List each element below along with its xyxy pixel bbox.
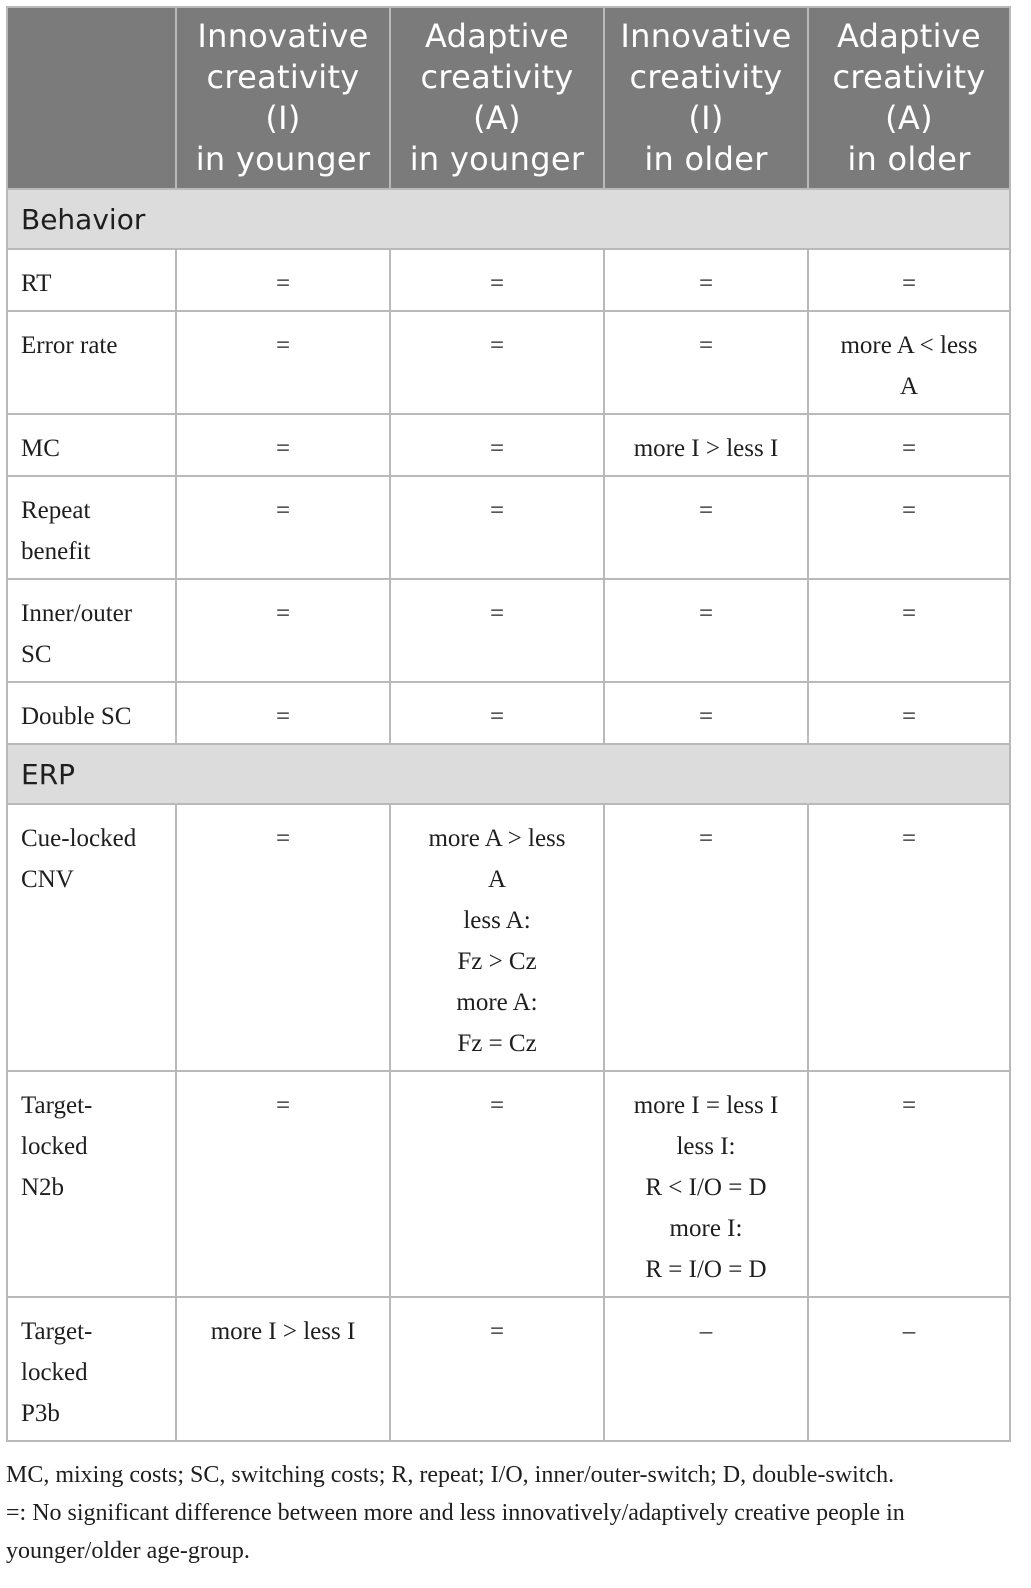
table-row-rt <box>7 249 1010 311</box>
row-label-target-locked-n2b <box>7 1071 176 1297</box>
section-row-erp <box>7 744 1010 804</box>
cell-line: Cue-locked <box>21 825 137 852</box>
cell-line: = <box>489 1318 505 1345</box>
cell-repeat-benefit-adaptive-older <box>808 476 1010 579</box>
cell-cnv-adaptive-older <box>808 804 1010 1071</box>
table-row-error-rate <box>7 311 1010 414</box>
cell-line: = <box>901 703 917 730</box>
cell-inner-outer-sc-adaptive-younger <box>390 579 604 682</box>
cell-line: creativity <box>206 58 360 96</box>
cell-n2b-innovative-younger <box>176 1071 390 1297</box>
row-label-cue-locked-cnv <box>7 804 176 1071</box>
cell-line: Inner/outer <box>21 600 133 627</box>
cell-inner-outer-sc-adaptive-older <box>808 579 1010 682</box>
cell-rt-adaptive-older <box>808 249 1010 311</box>
row-label-repeat-benefit <box>7 476 176 579</box>
cell-line: more A < less <box>840 332 978 359</box>
cell-line: = <box>489 1092 505 1119</box>
cell-line: = <box>275 703 291 730</box>
cell-line: more I: <box>669 1215 743 1242</box>
cell-line: CNV <box>21 866 74 893</box>
cell-line: = <box>698 270 714 297</box>
cell-error-rate-innovative-older <box>604 311 808 414</box>
header-innovative-younger <box>176 7 390 189</box>
results-table-figure <box>6 6 1009 1570</box>
cell-line: in older <box>644 140 768 178</box>
cell-double-sc-adaptive-older <box>808 682 1010 744</box>
header-row <box>7 7 1010 189</box>
table-row-target-locked-n2b <box>7 1071 1010 1297</box>
row-label-inner-outer-sc <box>7 579 176 682</box>
cell-line: = <box>275 825 291 852</box>
cell-line: R = I/O = D <box>645 1256 767 1283</box>
footnote-line-2: =: No significant difference between more and less innovatively/adaptively creative people in <box>6 1500 905 1526</box>
cell-line: = <box>901 1092 917 1119</box>
cell-line: more A: <box>456 989 538 1016</box>
cell-line: creativity <box>832 58 986 96</box>
cell-line: N2b <box>21 1174 65 1201</box>
cell-n2b-adaptive-younger <box>390 1071 604 1297</box>
row-label-rt <box>7 249 176 311</box>
cell-line: = <box>275 270 291 297</box>
section-label-behavior: Behavior <box>7 189 1010 249</box>
cell-line: = <box>489 600 505 627</box>
cell-line: = <box>489 332 505 359</box>
cell-line: more I > less I <box>210 1318 356 1345</box>
cell-repeat-benefit-adaptive-younger <box>390 476 604 579</box>
cell-line: = <box>489 497 505 524</box>
cell-line: in older <box>847 140 971 178</box>
cell-rt-adaptive-younger <box>390 249 604 311</box>
cell-double-sc-adaptive-younger <box>390 682 604 744</box>
cell-line: locked <box>21 1133 88 1160</box>
cell-line: (A) <box>473 99 521 137</box>
cell-line: benefit <box>21 538 91 565</box>
footnote-line-1: MC, mixing costs; SC, switching costs; R, repeat; I/O, inner/outer-switch; D, double-switch. <box>6 1462 895 1488</box>
cell-line: Fz > Cz <box>457 948 537 975</box>
cell-cnv-innovative-younger <box>176 804 390 1071</box>
cell-line: = <box>901 435 917 462</box>
cell-mc-adaptive-younger <box>390 414 604 476</box>
cell-line: = <box>698 703 714 730</box>
cell-line: = <box>698 825 714 852</box>
table-row-target-locked-p3b <box>7 1297 1010 1441</box>
cell-line: locked <box>21 1359 88 1386</box>
cell-line: – <box>902 1318 916 1345</box>
cell-line: = <box>275 332 291 359</box>
cell-line: creativity <box>629 58 783 96</box>
cell-line: (A) <box>885 99 933 137</box>
cell-error-rate-adaptive-older <box>808 311 1010 414</box>
cell-line: less A: <box>463 907 531 934</box>
cell-line: in younger <box>409 140 585 178</box>
cell-line: MC <box>21 435 60 462</box>
cell-double-sc-innovative-older <box>604 682 808 744</box>
cell-mc-adaptive-older <box>808 414 1010 476</box>
cell-line: Innovative <box>620 17 792 55</box>
cell-inner-outer-sc-innovative-younger <box>176 579 390 682</box>
cell-p3b-adaptive-older <box>808 1297 1010 1441</box>
cell-cnv-innovative-older <box>604 804 808 1071</box>
cell-line: Adaptive <box>424 17 570 55</box>
cell-line: P3b <box>21 1400 60 1427</box>
cell-line: = <box>275 497 291 524</box>
footnote-line-3: younger/older age-group. <box>6 1538 250 1564</box>
cell-line: creativity <box>420 58 574 96</box>
cell-double-sc-innovative-younger <box>176 682 390 744</box>
cell-line: Adaptive <box>836 17 982 55</box>
table-row-repeat-benefit <box>7 476 1010 579</box>
cell-mc-innovative-older <box>604 414 808 476</box>
cell-line: = <box>698 600 714 627</box>
cell-p3b-innovative-younger <box>176 1297 390 1441</box>
cell-line: = <box>901 497 917 524</box>
cell-repeat-benefit-innovative-older <box>604 476 808 579</box>
cell-n2b-innovative-older <box>604 1071 808 1297</box>
cell-line: less I: <box>676 1133 736 1160</box>
section-row-behavior <box>7 189 1010 249</box>
header-innovative-older <box>604 7 808 189</box>
cell-line: Double SC <box>21 703 132 730</box>
cell-p3b-innovative-older <box>604 1297 808 1441</box>
table-row-mc <box>7 414 1010 476</box>
header-cell-empty <box>7 7 176 189</box>
cell-cnv-adaptive-younger <box>390 804 604 1071</box>
section-label-erp: ERP <box>7 744 1010 804</box>
cell-line: = <box>275 600 291 627</box>
table-row-double-sc <box>7 682 1010 744</box>
cell-line: Fz = Cz <box>457 1030 537 1057</box>
cell-line: in younger <box>195 140 371 178</box>
cell-n2b-adaptive-older <box>808 1071 1010 1297</box>
cell-line: = <box>901 600 917 627</box>
cell-line: = <box>275 435 291 462</box>
cell-line: Innovative <box>197 17 369 55</box>
cell-inner-outer-sc-innovative-older <box>604 579 808 682</box>
table-row-inner-outer-sc <box>7 579 1010 682</box>
cell-line: = <box>489 703 505 730</box>
cell-rt-innovative-younger <box>176 249 390 311</box>
cell-line: more I > less I <box>633 435 779 462</box>
cell-rt-innovative-older <box>604 249 808 311</box>
cell-line: SC <box>21 641 52 668</box>
results-table <box>6 6 1011 1442</box>
cell-line: = <box>489 435 505 462</box>
row-label-error-rate <box>7 311 176 414</box>
cell-line: = <box>901 825 917 852</box>
cell-line: (I) <box>265 99 301 137</box>
cell-line: more A > less <box>428 825 566 852</box>
table-row-cue-locked-cnv <box>7 804 1010 1071</box>
cell-line: Target- <box>21 1092 93 1119</box>
row-label-double-sc <box>7 682 176 744</box>
cell-line: Target- <box>21 1318 93 1345</box>
cell-line: (I) <box>688 99 724 137</box>
header-adaptive-younger <box>390 7 604 189</box>
cell-line: = <box>275 1092 291 1119</box>
cell-line: = <box>901 270 917 297</box>
cell-error-rate-innovative-younger <box>176 311 390 414</box>
header-adaptive-older <box>808 7 1010 189</box>
cell-mc-innovative-younger <box>176 414 390 476</box>
cell-line: Error rate <box>21 332 118 359</box>
cell-repeat-benefit-innovative-younger <box>176 476 390 579</box>
cell-line: = <box>698 497 714 524</box>
cell-line: = <box>489 270 505 297</box>
cell-line: A <box>487 866 507 893</box>
table-footnote <box>6 1456 1011 1570</box>
cell-p3b-adaptive-younger <box>390 1297 604 1441</box>
cell-line: A <box>899 373 919 400</box>
row-label-mc <box>7 414 176 476</box>
cell-line: Repeat <box>21 497 91 524</box>
cell-line: more I = less I <box>633 1092 779 1119</box>
cell-line: R < I/O = D <box>645 1174 767 1201</box>
cell-line: = <box>698 332 714 359</box>
cell-line: – <box>699 1318 713 1345</box>
cell-error-rate-adaptive-younger <box>390 311 604 414</box>
cell-line: RT <box>21 270 52 297</box>
row-label-target-locked-p3b <box>7 1297 176 1441</box>
